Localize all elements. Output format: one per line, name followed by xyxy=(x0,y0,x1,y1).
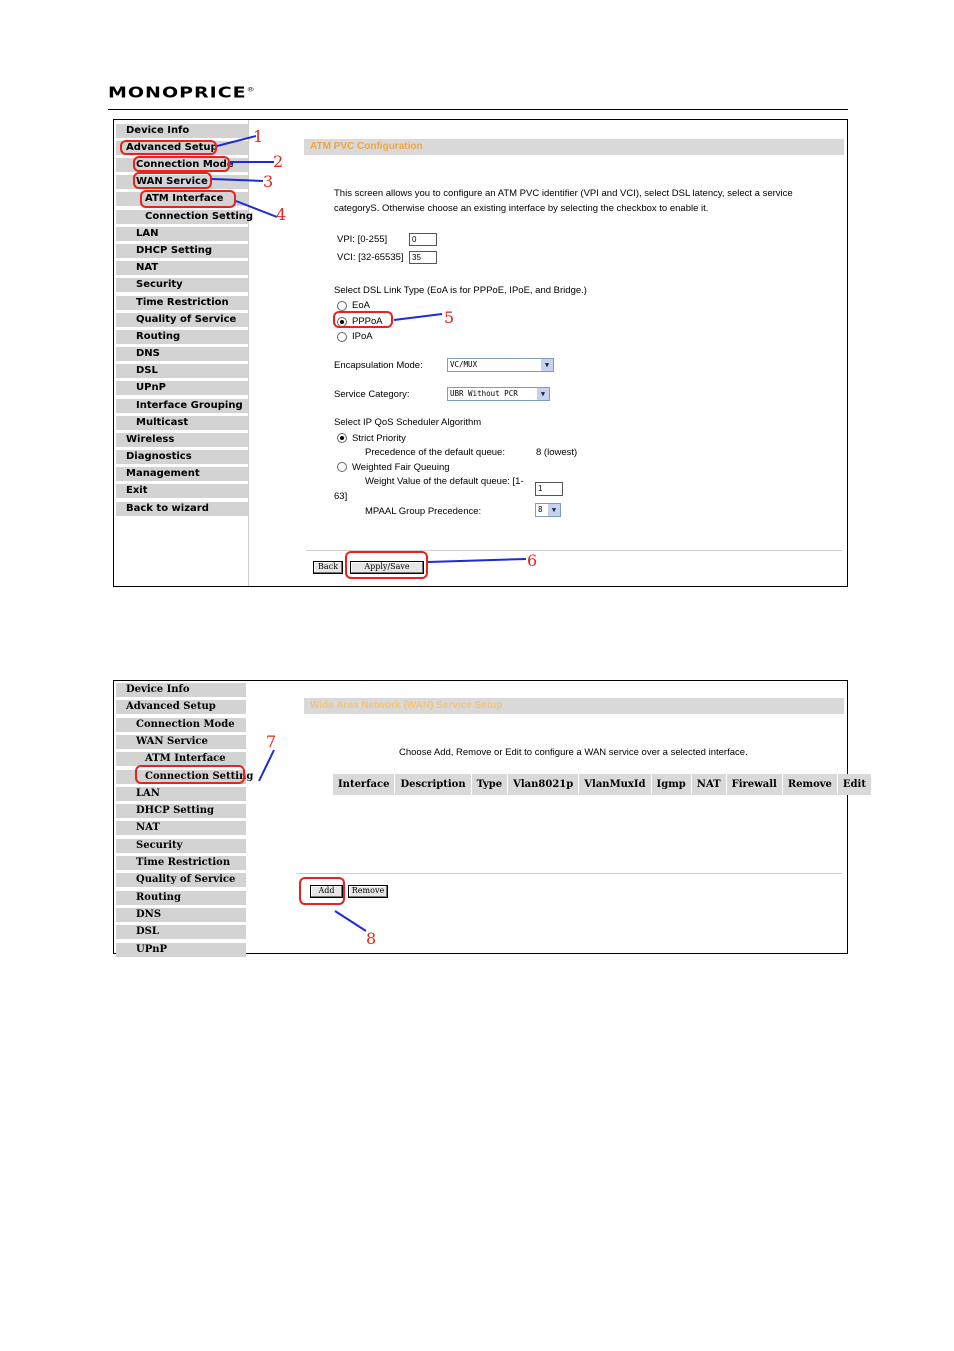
sidebar-item-atm-interface[interactable]: ATM Interface xyxy=(116,752,246,766)
column-header-description: Description xyxy=(395,774,471,795)
sidebar-item-management[interactable]: Management xyxy=(116,467,248,481)
annotation-number-2: 2 xyxy=(273,152,284,171)
encapsulation-label: Encapsulation Mode: xyxy=(334,360,423,371)
weighted-fair-queuing-label: Weighted Fair Queuing xyxy=(352,462,450,473)
sidebar-item-device-info[interactable]: Device Info xyxy=(116,683,246,697)
sidebar-item-lan[interactable]: LAN xyxy=(116,787,246,801)
service-category-label: Service Category: xyxy=(334,389,410,400)
annotation-number-6: 6 xyxy=(527,551,538,570)
column-header-remove: Remove xyxy=(782,774,837,795)
annotation-number-1: 1 xyxy=(253,127,264,146)
sidebar-item-nat[interactable]: NAT xyxy=(116,261,248,275)
sidebar-item-diagnostics[interactable]: Diagnostics xyxy=(116,450,248,464)
sidebar-item-connection-mode[interactable]: Connection Mode xyxy=(116,158,248,172)
annotation-arrow-4 xyxy=(236,201,277,217)
sidebar-item-wan-service[interactable]: WAN Service xyxy=(116,175,248,189)
sidebar-item-upnp[interactable]: UPnP xyxy=(116,381,248,395)
page-title: ATM PVC Configuration xyxy=(304,139,844,155)
column-header-interface: Interface xyxy=(333,774,395,795)
vci-label: VCI: [32-65535] xyxy=(337,252,404,263)
precedence-label: Precedence of the default queue: xyxy=(365,447,505,458)
sidebar-item-connection-mode[interactable]: Connection Mode xyxy=(116,718,246,732)
sidebar-item-routing[interactable]: Routing xyxy=(116,330,248,344)
weight-value-label: Weight Value of the default queue: [1- xyxy=(365,476,524,487)
annotation-number-8: 8 xyxy=(366,929,377,948)
annotation-arrow-8 xyxy=(335,911,366,931)
weight-value-label-cont: 63] xyxy=(334,491,348,502)
sidebar-item-upnp[interactable]: UPnP xyxy=(116,943,246,957)
chevron-down-icon: ▼ xyxy=(548,504,560,516)
service-category-select[interactable]: UBR Without PCR ▼ xyxy=(447,387,550,401)
sidebar-item-wireless[interactable]: Wireless xyxy=(116,433,248,447)
sidebar-item-dsl[interactable]: DSL xyxy=(116,364,248,378)
column-header-vlanmuxid: VlanMuxId xyxy=(579,774,651,795)
annotation-arrow-3 xyxy=(212,179,263,181)
sidebar-item-advanced-setup[interactable]: Advanced Setup xyxy=(116,700,246,714)
annotation-number-4: 4 xyxy=(276,205,287,224)
sidebar-item-connection-setting[interactable]: Connection Setting xyxy=(116,210,248,224)
sidebar-item-multicast[interactable]: Multicast xyxy=(116,416,248,430)
sidebar-item-quality-of-service[interactable]: Quality of Service xyxy=(116,873,246,887)
apply-save-button[interactable]: Apply/Save xyxy=(350,561,424,574)
sidebar-item-device-info[interactable]: Device Info xyxy=(116,124,248,138)
column-header-type: Type xyxy=(471,774,508,795)
annotation-number-3: 3 xyxy=(263,172,274,191)
back-button[interactable]: Back xyxy=(313,561,343,574)
intro-text-line2: categoryS. Otherwise choose an existing interface by selecting the checkbox to enable it. xyxy=(334,203,709,214)
sidebar-item-nat[interactable]: NAT xyxy=(116,821,246,835)
column-header-nat: NAT xyxy=(691,774,726,795)
qos-algorithm-label: Select IP QoS Scheduler Algorithm xyxy=(334,417,482,428)
sidebar-item-routing[interactable]: Routing xyxy=(116,891,246,905)
intro-text-line1: This screen allows you to configure an ATM PVC identifier (VPI and VCI), select DSL latency, select a service xyxy=(334,188,793,199)
remove-button[interactable]: Remove xyxy=(348,885,388,898)
annotation-arrow-1 xyxy=(217,136,256,146)
link-type-label: Select DSL Link Type (EoA is for PPPoE, IPoE, and Bridge.) xyxy=(334,285,587,296)
sidebar-item-time-restriction[interactable]: Time Restriction xyxy=(116,856,246,870)
precedence-value: 8 (lowest) xyxy=(536,447,578,458)
sidebar-item-atm-interface[interactable]: ATM Interface xyxy=(116,192,248,206)
page-title: Wide Area Network (WAN) Service Setup xyxy=(304,698,844,714)
sidebar-item-advanced-setup[interactable]: Advanced Setup xyxy=(116,141,248,155)
vci-input[interactable]: 35 xyxy=(409,251,437,264)
sidebar-item-dhcp-setting[interactable]: DHCP Setting xyxy=(116,244,248,258)
sidebar-item-quality-of-service[interactable]: Quality of Service xyxy=(116,313,248,327)
weight-value-input[interactable]: 1 xyxy=(535,482,563,496)
chevron-down-icon: ▼ xyxy=(541,359,553,371)
sidebar-item-dns[interactable]: DNS xyxy=(116,908,246,922)
mpaal-label: MPAAL Group Precedence: xyxy=(365,506,482,517)
annotation-number-7: 7 xyxy=(266,732,277,751)
monoprice-logo: MONOPRICE® xyxy=(108,84,256,102)
vpi-label: VPI: [0-255] xyxy=(337,234,388,245)
sidebar-item-dns[interactable]: DNS xyxy=(116,347,248,361)
sidebar-item-dhcp-setting[interactable]: DHCP Setting xyxy=(116,804,246,818)
link-type-ipoa-label: IPoA xyxy=(352,331,373,342)
sidebar-item-dsl[interactable]: DSL xyxy=(116,925,246,939)
link-type-pppoa-label: PPPoA xyxy=(352,316,383,327)
sidebar-item-time-restriction[interactable]: Time Restriction xyxy=(116,296,248,310)
mpaal-select[interactable]: 8 ▼ xyxy=(535,503,561,517)
sidebar-item-lan[interactable]: LAN xyxy=(116,227,248,241)
instruction-text: Choose Add, Remove or Edit to configure a WAN service over a selected interface. xyxy=(399,747,748,758)
add-button[interactable]: Add xyxy=(310,885,343,898)
chevron-down-icon: ▼ xyxy=(537,388,549,400)
column-header-vlan8021p: Vlan8021p xyxy=(508,774,579,795)
link-type-eoa-label: EoA xyxy=(352,300,370,311)
column-header-firewall: Firewall xyxy=(726,774,782,795)
annotation-number-5: 5 xyxy=(444,308,455,327)
strict-priority-label: Strict Priority xyxy=(352,433,406,444)
sidebar-item-interface-grouping[interactable]: Interface Grouping xyxy=(116,399,248,413)
column-header-igmp: Igmp xyxy=(651,774,691,795)
annotation-arrow-6 xyxy=(428,559,526,562)
encapsulation-select[interactable]: VC/MUX ▼ xyxy=(447,358,554,372)
annotation-arrow-7 xyxy=(259,750,274,781)
sidebar-item-security[interactable]: Security xyxy=(116,278,248,292)
sidebar-item-connection-setting[interactable]: Connection Setting xyxy=(116,770,246,784)
sidebar-item-wan-service[interactable]: WAN Service xyxy=(116,735,246,749)
sidebar-item-exit[interactable]: Exit xyxy=(116,484,248,498)
vpi-input[interactable]: 0 xyxy=(409,233,437,246)
annotation-arrow-5 xyxy=(394,314,442,320)
sidebar-item-security[interactable]: Security xyxy=(116,839,246,853)
sidebar-item-back-to-wizard[interactable]: Back to wizard xyxy=(116,502,248,516)
column-header-edit: Edit xyxy=(837,774,871,795)
